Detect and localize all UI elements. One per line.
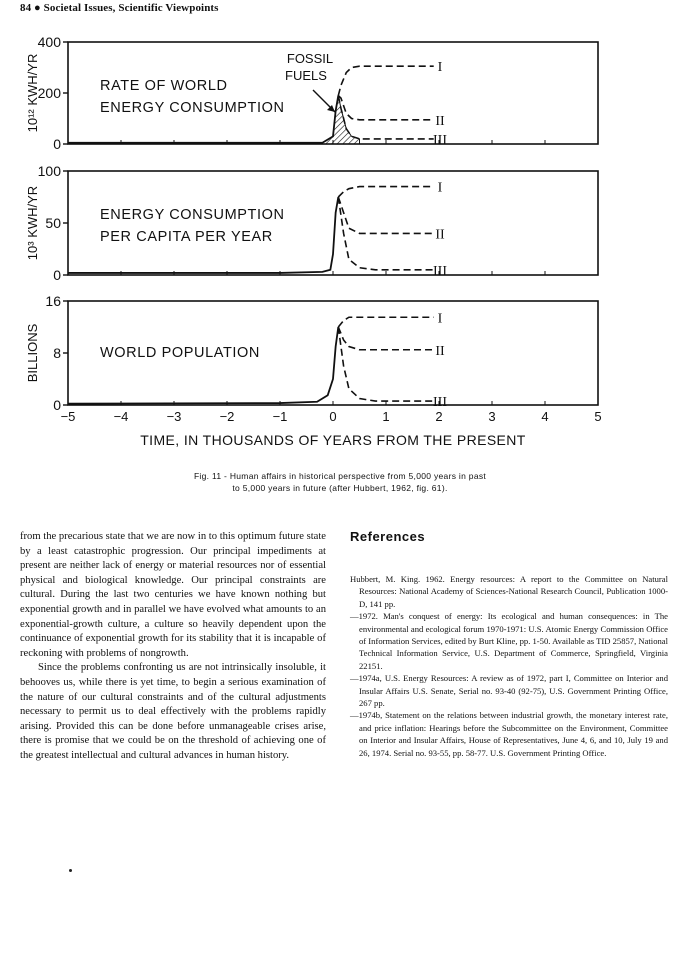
caption-line-1: Fig. 11 - Human affairs in historical perspective from 5,000 years in past [193,471,487,481]
series-line-III [338,96,433,139]
y-tick-label: 0 [53,397,61,413]
series-line-III [338,327,433,401]
body-text [20,530,326,764]
x-tick-label: 2 [435,409,443,424]
series-line-I [338,187,433,197]
y-tick-label: 200 [37,85,61,101]
y-tick-label: 8 [53,345,61,361]
x-axis-title: TIME, IN THOUSANDS OF YEARS FROM THE PRESENT [140,432,526,448]
series-label-III: III [433,395,447,411]
x-tick-label: 1 [382,409,390,424]
reference-item: Hubbert, M. King. 1962. Energy resources: A report to the Committee on Natural Resources: National Academy of Sciences-National Research Council, Publication 1000-D, 141 pp. [350,574,668,609]
y-tick-label: 50 [45,215,61,231]
x-tick-label: −1 [272,409,288,424]
reference-item: —1974a, U.S. Energy Resources: A review as of 1972, part I, Committee on Interior and Insular Affairs U.S. Senate, Serial no. 93-40 (92-75), U.S. Government Printing Office, 267 pp. [350,673,668,709]
x-tick-label: −5 [60,409,76,424]
x-tick-label: 4 [541,409,549,424]
x-tick-label: −4 [113,409,129,424]
series-line-I [338,317,433,327]
series-line-I [338,66,433,95]
stray-mark [69,869,72,872]
body-paragraph: from the precarious state that we are now in to this optimum future state by a least catastrophic progression. Our principal impediments at present are neither lack of energy or material resources nor of essential physical and biological knowledge. Our principal constraints are cultural. During the last two centuries we have known nothing but exponential growth and in parallel we have evolved what amounts to an exponential-growth culture, a culture so heavily dependent upon the continuance of exponential growth for its stability that it is incapable of reckoning with problems of nongrowth. [20,531,326,659]
panel-title: RATE OF WORLD [100,78,228,94]
x-tick-label: 3 [488,409,496,424]
references-heading: References [350,529,426,544]
figure [0,28,680,458]
x-tick-label: 0 [329,409,337,424]
y-tick-label: 400 [37,34,61,50]
series-label-III: III [433,132,447,148]
y-axis-title: BILLIONS [25,323,40,383]
series-label-II: II [435,113,445,129]
x-tick-label: −3 [166,409,182,424]
y-tick-label: 0 [53,267,61,283]
running-head: 84 ● Societal Issues, Scientific Viewpoints [20,2,219,14]
x-tick-label: −2 [219,409,235,424]
series-label-III: III [433,263,447,279]
figure-chart [0,28,680,458]
panel-title-line-2: PER CAPITA PER YEAR [100,229,273,245]
panel-title-line-2: ENERGY CONSUMPTION [100,100,285,116]
series-line-II [338,96,433,120]
x-tick-label: 5 [594,409,602,424]
references-list [350,573,668,759]
reference-item: —1974b, Statement on the relations between industrial growth, the monetary interest rate, and price inflation: Hearings before the Subcommittee on the Environment, Committee on Interior and Insular Affairs, House of Representatives, June 4, 6, and 10, July 19 and 26, 1974. Serial no. 93-55, pp. 58-77. U.S. Government Printing Office. [350,710,668,758]
series-label-II: II [435,227,445,243]
series-line-II [338,327,433,350]
panel-title: WORLD POPULATION [100,345,260,361]
series-label-I: I [437,311,443,327]
body-paragraph: Since the problems confronting us are not intrinsically insoluble, it behooves us, while there is yet time, to begin a serious examination of the nature of our cultural constraints and of the cultural adjustments necessary to permit us to deal effectively with the problems rapidly arising. Provided this can be done before unmanageable crises arise, there is promise that we could be on the threshold of achieving one of the greatest intellectual and cultural advances in human history. [20,662,326,761]
annotation-fuels: FUELS [285,68,327,83]
series-label-I: I [437,180,443,196]
series-line-II [338,197,433,233]
series-line-solid [68,327,338,404]
y-tick-label: 100 [37,163,61,179]
figure-caption [130,470,550,494]
y-axis-title: 10¹² KWH/YR [25,53,40,133]
series-label-I: I [437,60,443,76]
caption-line-2: to 5,000 years in future (after Hubbert, 1962, fig. 61). [232,483,448,493]
series-label-II: II [435,343,445,359]
panel-title: ENERGY CONSUMPTION [100,207,285,223]
y-tick-label: 0 [53,136,61,152]
y-tick-label: 16 [45,293,61,309]
annotation-fossil: FOSSIL [286,51,334,66]
y-axis-title: 10³ KWH/YR [25,185,40,261]
reference-item: —1972. Man's conquest of energy: Its ecological and human consequences: in The environmental and ecological forum 1970-1971: U.S. Atomic Energy Commission Office of Information Services, edited by Burt Kline, pp. 1-50. Available as TID 25857, National Technical Information Service, U.S. Department of Commerce, Springfield, Virginia 22151. [350,611,668,671]
